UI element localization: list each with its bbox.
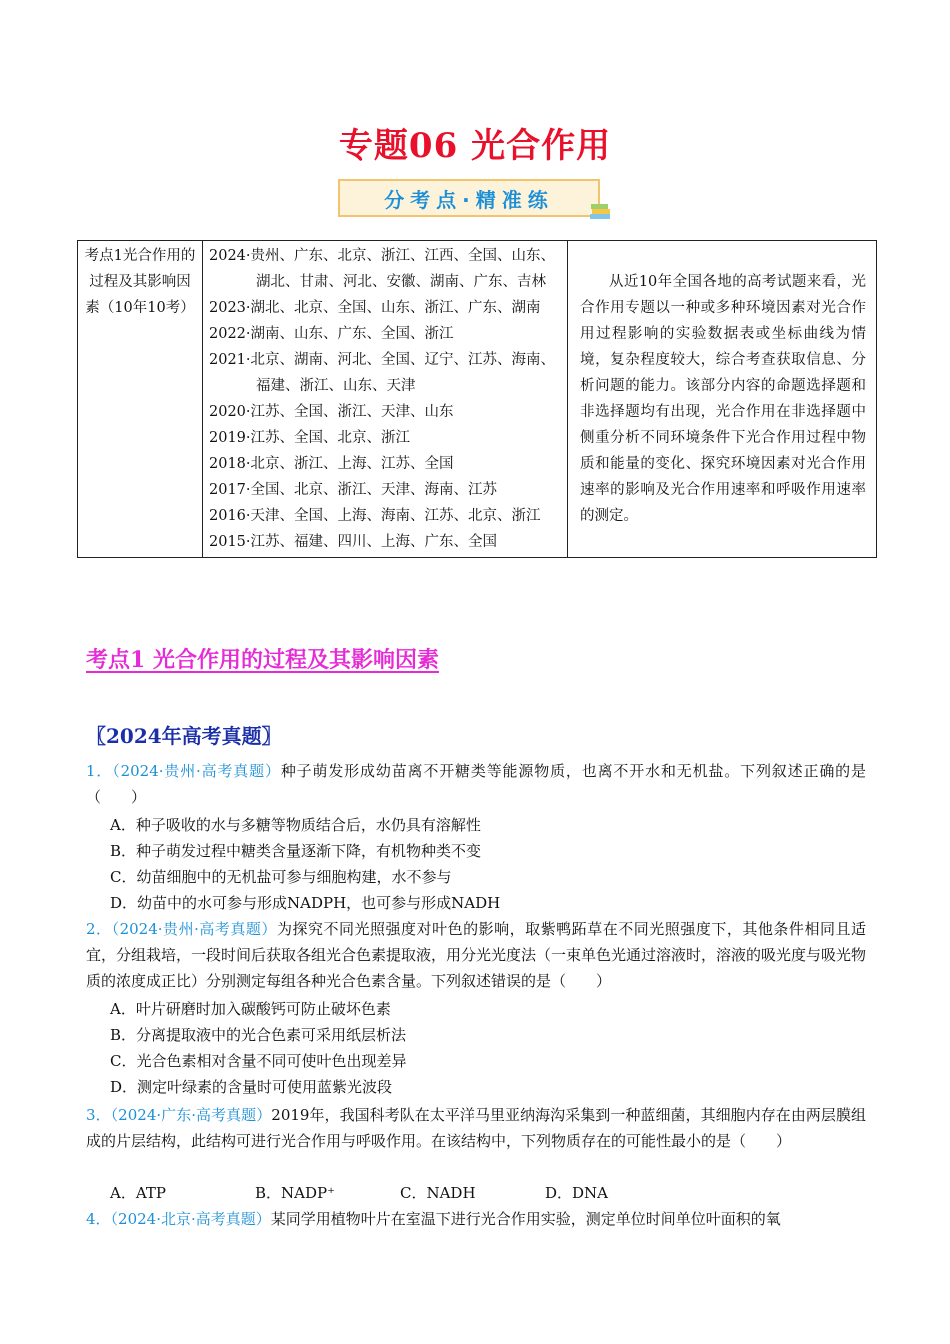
option-a: A．ATP: [110, 1184, 166, 1202]
question-stem: 2019年，我国科考队在太平洋马里亚纳海沟采集到一种蓝细菌，其细胞内存在由两层膜组成的片层结构，此结构可进行光合作用与呼吸作用。在该结构中，下列物质存在的可能性最小的是（ ）: [86, 1106, 867, 1150]
option-b: B．分离提取液中的光合色素可采用纸层析法: [110, 1026, 407, 1044]
year-entry: 2015·江苏、福建、四川、上海、广东、全国: [209, 534, 498, 550]
question-number: 4．: [86, 1210, 111, 1228]
question-4: [86, 1206, 866, 1232]
description-text: 从近10年全国各地的高考试题来看，光合作用专题以一种或多种环境因素对光合作用过程影响的实验数据表或坐标曲线为情境，复杂程度较大，综合考查获取信息、分析问题的能力。该部分内容的命题选择题和非选择题均有出现，光合作用在非选择题中侧重分析不同环境条件下光合作用过程中物质和能量的变化、探究环境因素对光合作用速率的影响及光合作用速率和呼吸作用速率的测定。: [580, 274, 866, 524]
question-number: 3．: [86, 1106, 111, 1124]
question-source: （2024·广东·高考真题）: [110, 1106, 272, 1124]
books-icon: [588, 198, 614, 224]
description-cell: [568, 241, 877, 558]
year-entry: 2016·天津、全国、上海、海南、江苏、北京、浙江: [209, 508, 541, 524]
year-entry: 2020·江苏、全国、浙江、天津、山东: [209, 404, 454, 420]
topic-cell: 考点1光合作用的过程及其影响因素（10年10考）: [78, 241, 203, 558]
section-badge: 分考点·精准练: [338, 179, 600, 217]
question-3: [86, 1102, 866, 1154]
option-a: A．叶片研磨时加入碳酸钙可防止破坏色素: [110, 1000, 391, 1018]
question-2: [86, 916, 866, 994]
overview-table: [77, 240, 877, 558]
page-title: 专题06 光合作用: [338, 126, 612, 166]
question-number: 1．: [86, 762, 113, 780]
years-cell: [203, 241, 568, 558]
question-number: 2．: [86, 920, 112, 938]
option-b: B．种子萌发过程中糖类含量逐渐下降，有机物种类不变: [110, 842, 482, 860]
year-entry: 2022·湖南、山东、广东、全国、浙江: [209, 326, 454, 342]
options-row: [110, 1180, 810, 1206]
section-heading: 考点1 光合作用的过程及其影响因素: [86, 647, 439, 673]
year-entry: 2023·湖北、北京、全国、山东、浙江、广东、湖南: [209, 300, 541, 316]
option-d: D．幼苗中的水可参与形成NADPH，也可参与形成NADH: [110, 894, 501, 912]
option-c: C．光合色素相对含量不同可使叶色出现差异: [110, 1052, 407, 1070]
option-d: D．测定叶绿素的含量时可使用蓝紫光波段: [110, 1078, 393, 1096]
option-d: D．DNA: [545, 1184, 609, 1202]
year-entry: 2021·北京、湖南、河北、全国、辽宁、江苏、海南、福建、浙江、山东、天津: [209, 352, 556, 394]
question-source: （2024·北京·高考真题）: [110, 1210, 271, 1228]
question-1: [86, 758, 866, 810]
year-entry: 2018·北京、浙江、上海、江苏、全国: [209, 456, 454, 472]
year-entry: 2024·贵州、广东、北京、浙江、江西、全国、山东、湖北、甘肃、河北、安徽、湖南、广东、吉林: [209, 248, 556, 290]
year-entry: 2019·江苏、全国、北京、浙江: [209, 430, 411, 446]
question-source: （2024·贵州·高考真题）: [111, 920, 277, 938]
year-heading: 〖2024年高考真题〗: [86, 724, 282, 748]
option-b: B．NADP⁺: [255, 1184, 336, 1202]
year-entry: 2017·全国、北京、浙江、天津、海南、江苏: [209, 482, 498, 498]
option-c: C．NADH: [400, 1184, 476, 1202]
question-source: （2024·贵州·高考真题）: [112, 762, 281, 780]
option-a: A．种子吸收的水与多糖等物质结合后，水仍具有溶解性: [110, 816, 481, 834]
question-stem: 种子萌发形成幼苗离不开糖类等能源物质，也离不开水和无机盐。下列叙述正确的是（ ）: [86, 762, 866, 806]
option-c: C．幼苗细胞中的无机盐可参与细胞构建，水不参与: [110, 868, 452, 886]
question-stem: 某同学用植物叶片在室温下进行光合作用实验，测定单位时间单位叶面积的氧: [270, 1210, 781, 1228]
question-stem: 为探究不同光照强度对叶色的影响，取紫鸭跖草在不同光照强度下，其他条件相同且适宜，分组栽培，一段时间后获取各组光合色素提取液，用分光光度法（一束单色光通过溶液时，溶液的吸光度与吸光物质的浓度成正比）分别测定每组各种光合色素含量。下列叙述错误的是（ ）: [86, 920, 867, 990]
